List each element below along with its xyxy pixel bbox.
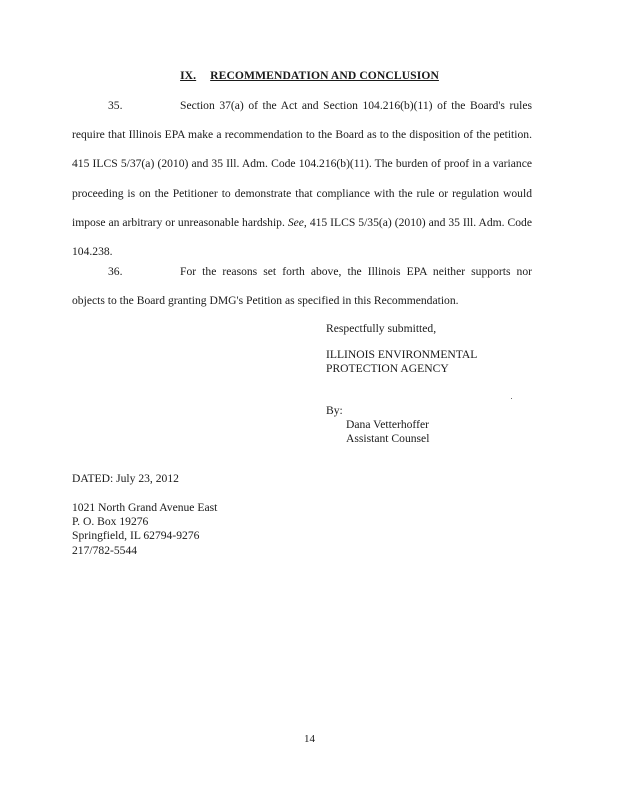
citation-text: 415 ILCS 5/35(a) (2010) and 35 Ill. Adm. Code 104.238. xyxy=(72,215,532,259)
page-number: 14 xyxy=(304,733,315,745)
organization-line-1: ILLINOIS ENVIRONMENTAL xyxy=(326,348,478,361)
address-line: Springfield, IL 62794-9276 xyxy=(72,529,200,543)
address-line: 1021 North Grand Avenue East xyxy=(72,501,218,514)
paragraph-number: 35. xyxy=(108,99,123,112)
paragraph-35 xyxy=(72,91,532,266)
citation-signal: See, xyxy=(287,215,307,229)
signature-by: By: xyxy=(326,404,343,417)
signature-closing: Respectfully submitted, xyxy=(326,322,437,335)
section-heading xyxy=(0,69,619,82)
signature-organization xyxy=(326,348,477,376)
phone-line: 217/782-5544 xyxy=(72,543,138,557)
section-number: IX. xyxy=(180,69,197,82)
dated-line: DATED: July 23, 2012 xyxy=(72,472,179,485)
stray-mark xyxy=(511,398,512,399)
paragraph-36 xyxy=(72,257,532,315)
address-block xyxy=(72,501,217,558)
paragraph-text: Section 37(a) of the Act and Section 104.216(b)(11) of the Board's rules require that Illinois EPA make a recommendation to the Board as to the disposition of the petition. 415 ILCS 5/37(a) (2010) and 35 Ill. Adm. Code 104.216(b)(11). The burden of proof in a variance proceeding is on the Petitioner to demonstrate that compliance with the rule or regulation would impose an arbitrary or unreasonable hardship. xyxy=(72,99,532,229)
signatory-title: Assistant Counsel xyxy=(346,432,430,445)
paragraph-number: 36. xyxy=(108,265,123,278)
address-line: P. O. Box 19276 xyxy=(72,515,149,529)
paragraph-text: For the reasons set forth above, the Illinois EPA neither supports nor objects to the Board granting DMG's Petition as specified in this Recommendation. xyxy=(72,265,532,308)
section-title: RECOMMENDATION AND CONCLUSION xyxy=(210,69,439,82)
organization-line-2: PROTECTION AGENCY xyxy=(326,362,449,375)
signatory-name: Dana Vetterhoffer xyxy=(346,418,429,431)
